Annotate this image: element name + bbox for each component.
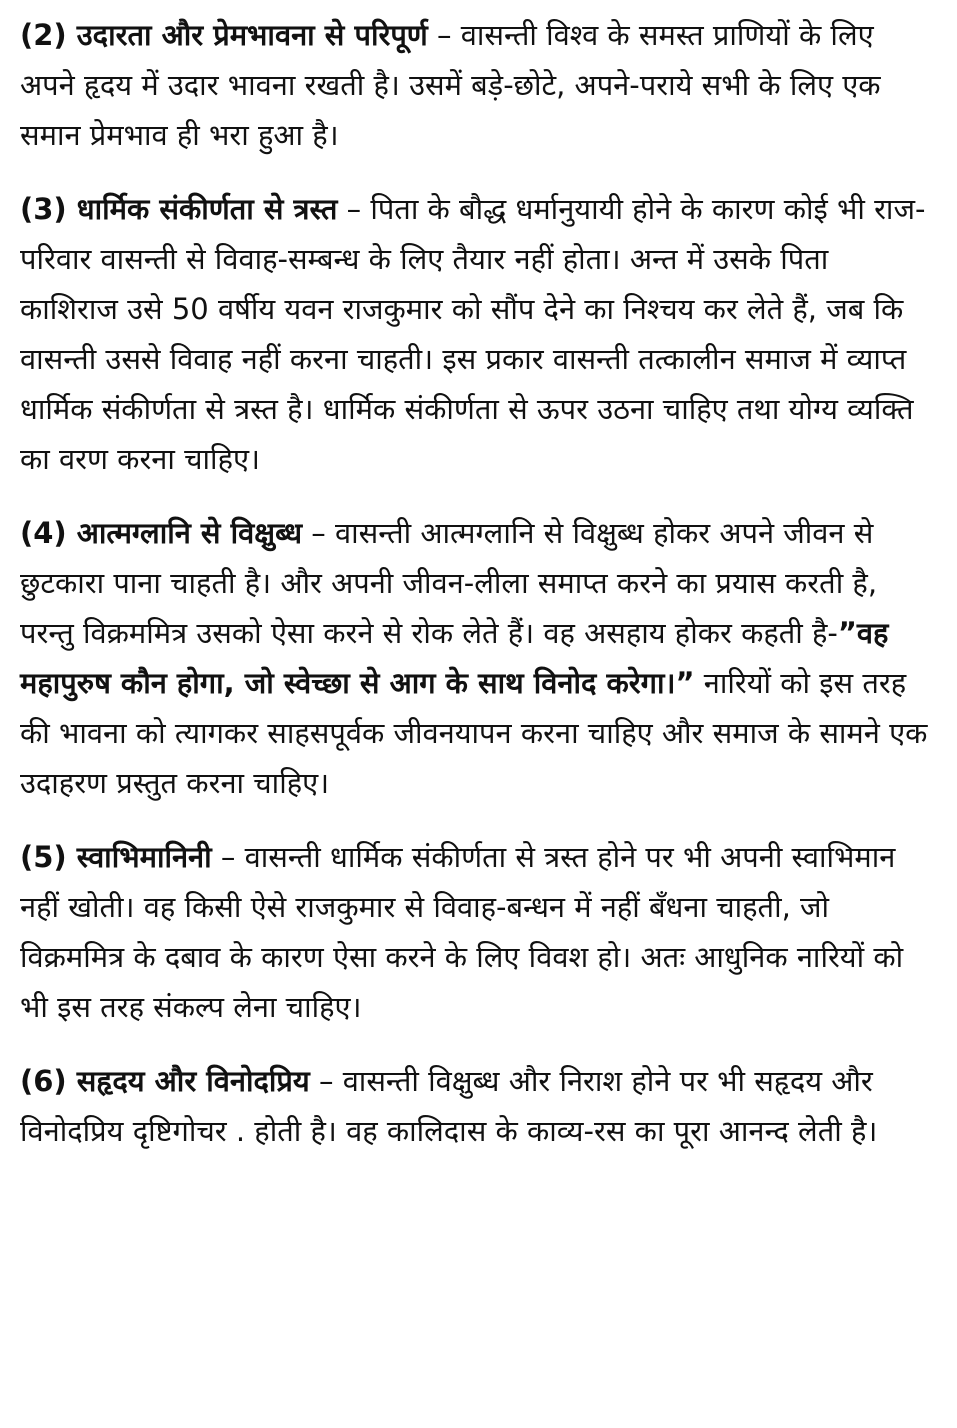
paragraph-kind-hearted [20,1056,935,1156]
paragraph-self-respecting [20,832,935,1032]
paragraph-body: वासन्ती विक्षुब्ध और निराश होने पर भी सहृदय और विनोदप्रिय दृष्टिगोचर . होती है। वह कालिदास के काव्य-रस का पूरा आनन्द लेती है। [20,1064,878,1148]
paragraph-heading: (4) आत्मग्लानि से विक्षुब्ध [20,516,303,550]
paragraph-self-remorse [20,508,935,808]
paragraph-body-before-quote: वासन्ती आत्मग्लानि से विक्षुब्ध होकर अपने जीवन से छुटकारा पाना चाहती है। और अपनी जीवन-लीला समाप्त करने का प्रयास करती है, परन्तु विक्रममित्र उसको ऐसा करने से रोक लेते हैं। वह असहाय होकर कहती है- [20,516,878,650]
paragraph-body: पिता के बौद्ध धर्मानुयायी होने के कारण कोई भी राज-परिवार वासन्ती से विवाह-सम्बन्ध के लिए तैयार नहीं होता। अन्त में उसके पिता काशिराज उसे 50 वर्षीय यवन राजकुमार को सौंप देने का निश्चय कर लेते हैं, जब कि वासन्ती उससे विवाह नहीं करना चाहती। इस प्रकार वासन्ती तत्कालीन समाज में व्याप्त धार्मिक संकीर्णता से त्रस्त है। धार्मिक संकीर्णता से ऊपर उठना चाहिए तथा योग्य व्यक्ति का वरण करना चाहिए। [20,192,926,476]
paragraph-heading: (5) स्वाभिमानिनी [20,840,212,874]
paragraph-religious-narrowness [20,184,935,484]
paragraph-heading: (2) उदारता और प्रेमभावना से परिपूर्ण [20,18,428,52]
paragraph-body: वासन्ती विश्व के समस्त प्राणियों के लिए अपने हृदय में उदार भावना रखती है। उसमें बड़े-छोटे, अपने-पराये सभी के लिए एक समान प्रेमभाव ही भरा हुआ है। [20,18,881,152]
paragraph-heading: (3) धार्मिक संकीर्णता से त्रस्त [20,192,338,226]
heading-dash: – [427,18,461,52]
heading-dash: – [302,516,335,550]
paragraph-heading: (6) सहृदय और विनोदप्रिय [20,1064,310,1098]
heading-dash: – [337,192,371,226]
heading-dash: – [309,1064,343,1098]
paragraph-generosity [20,10,935,160]
paragraph-body-after-quote: नारियों को इस तरह की भावना को त्यागकर साहसपूर्वक जीवनयापन करना चाहिए और समाज के सामने एक उदाहरण प्रस्तुत करना चाहिए। [20,666,928,800]
quotation: ”वह महापुरुष कौन होगा, जो स्वेच्छा से आग के साथ विनोद करेगा।” [20,616,889,700]
heading-dash: – [211,840,245,874]
paragraph-body: वासन्ती धार्मिक संकीर्णता से त्रस्त होने पर भी अपनी स्वाभिमान नहीं खोती। वह किसी ऐसे राजकुमार से विवाह-बन्धन में नहीं बँधना चाहती, जो विक्रममित्र के दबाव के कारण ऐसा करने के लिए विवश हो। अतः आधुनिक नारियों को भी इस तरह संकल्प लेना चाहिए। [20,840,904,1024]
